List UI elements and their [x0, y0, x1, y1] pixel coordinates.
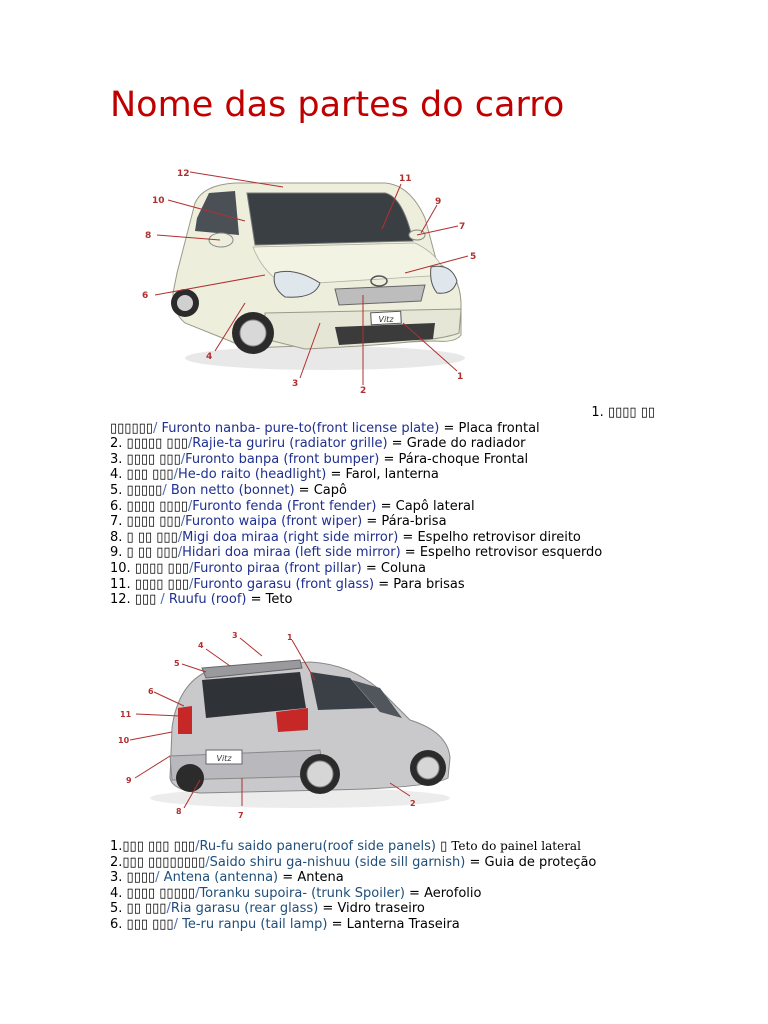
part-portuguese: Teto — [265, 592, 293, 608]
list-item — [110, 561, 655, 577]
part-romaji: Toranku supoira- (trunk Spoiler) — [199, 885, 405, 901]
equals-sign: = — [376, 498, 396, 514]
part-romaji: Furonto nanba- pure-to(front license plate) — [157, 420, 444, 436]
list-item — [110, 421, 655, 437]
callout-9: 9 — [435, 197, 442, 207]
part-japanese: 5. ▯▯▯▯▯ — [110, 482, 163, 498]
list-item — [110, 467, 655, 483]
part-portuguese: Guia de proteção — [484, 854, 597, 870]
equals-sign: ▯ — [435, 839, 452, 854]
part-portuguese: Aerofolio — [424, 885, 482, 901]
part-romaji: Ria garasu (rear glass) — [170, 901, 319, 917]
callout-r3: 3 — [232, 631, 238, 640]
equals-sign: = — [400, 545, 420, 561]
list-item — [110, 514, 655, 530]
rear-plate-text: Vitz — [216, 754, 232, 763]
part-japanese: 2.▯▯▯ ▯▯▯▯▯▯▯▯ — [110, 854, 206, 870]
callout-r5: 5 — [174, 659, 180, 668]
list-item — [110, 870, 596, 886]
separator: / — [173, 916, 178, 932]
separator: / — [180, 451, 186, 467]
equals-sign: = — [387, 436, 407, 452]
callout-r10: 10 — [118, 736, 130, 745]
part-japanese: 7. ▯▯▯▯ ▯▯▯ — [110, 514, 181, 530]
part-portuguese: Vidro traseiro — [337, 901, 425, 917]
equals-sign: = — [443, 420, 455, 436]
list-item — [110, 530, 655, 546]
part-romaji: Saido shiru ga-nishuu (side sill garnish) — [209, 854, 466, 870]
separator: / — [160, 592, 165, 608]
callout-6: 6 — [142, 291, 149, 301]
part-portuguese: Pára-brisa — [381, 514, 447, 530]
equals-sign: = — [374, 576, 394, 592]
part-romaji: Rajie-ta guriru (radiator grille) — [192, 436, 388, 452]
part-portuguese: Farol, lanterna — [345, 467, 439, 483]
part-portuguese: Lanterna Traseira — [346, 916, 460, 932]
part-japanese: 1. ▯▯▯▯ ▯▯ — [591, 405, 655, 420]
separator: / — [177, 529, 183, 545]
list-item — [110, 577, 655, 593]
part-japanese: 8. ▯ ▯▯ ▯▯▯ — [110, 529, 178, 545]
separator: / — [152, 420, 158, 436]
callout-1: 1 — [457, 372, 464, 382]
part-japanese: 12. ▯▯▯ — [110, 592, 161, 608]
part-japanese: ▯▯▯▯▯▯ — [110, 420, 153, 436]
part-romaji: He-do raito (headlight) — [177, 467, 327, 483]
part-japanese: 6. ▯▯▯ ▯▯▯ — [110, 916, 174, 932]
front-parts-list — [110, 405, 655, 608]
part-romaji: Furonto fenda (Front fender) — [192, 498, 377, 514]
part-japanese: 3. ▯▯▯▯ ▯▯▯ — [110, 451, 181, 467]
list-item — [110, 405, 655, 421]
front-plate-text: Vitz — [378, 315, 394, 324]
separator: / — [173, 467, 178, 483]
list-item — [110, 917, 596, 933]
list-item — [110, 886, 596, 902]
callout-r4: 4 — [198, 641, 204, 650]
separator: / — [166, 901, 171, 917]
callout-r8: 8 — [176, 807, 182, 816]
car-front-illustration — [171, 183, 465, 370]
callout-r6: 6 — [148, 687, 154, 696]
separator: / — [187, 436, 193, 452]
list-item — [110, 483, 655, 499]
equals-sign: = — [326, 467, 346, 483]
list-item — [110, 839, 596, 855]
part-romaji: Antena (antenna) — [159, 870, 279, 886]
part-japanese: 6. ▯▯▯▯ ▯▯▯▯ — [110, 498, 188, 514]
separator: / — [189, 576, 194, 592]
equals-sign: = — [318, 901, 338, 917]
part-portuguese: Pára-choque Frontal — [398, 451, 529, 467]
equals-sign: = — [465, 854, 485, 870]
part-japanese: 5. ▯▯ ▯▯▯ — [110, 901, 167, 917]
part-portuguese: Espelho retrovisor direito — [417, 529, 581, 545]
list-item — [110, 592, 655, 608]
callout-7: 7 — [459, 222, 466, 232]
part-japanese: 1.▯▯▯ ▯▯▯ ▯▯▯ — [110, 839, 196, 854]
callout-11: 11 — [399, 174, 412, 184]
rear-parts-list — [110, 839, 596, 933]
part-romaji: Migi doa miraa (right side mirror) — [182, 529, 399, 545]
callout-8: 8 — [145, 231, 152, 241]
part-japanese: 4. ▯▯▯ ▯▯▯ — [110, 467, 174, 483]
part-japanese: 9. ▯ ▯▯ ▯▯▯ — [110, 545, 178, 561]
callout-r1: 1 — [287, 633, 293, 642]
part-romaji: Bon netto (bonnet) — [166, 482, 295, 498]
separator: / — [155, 870, 160, 886]
equals-sign: = — [327, 916, 347, 932]
equals-sign: = — [246, 592, 266, 608]
part-portuguese: Capô lateral — [395, 498, 475, 514]
part-romaji: Ruufu (roof) — [164, 592, 247, 608]
part-portuguese: Espelho retrovisor esquerdo — [419, 545, 603, 561]
part-japanese: 4. ▯▯▯▯ ▯▯▯▯▯ — [110, 885, 196, 901]
part-romaji: Ru-fu saido paneru(roof side panels) — [199, 839, 436, 854]
part-portuguese: Para brisas — [393, 576, 465, 592]
part-romaji: Furonto banpa (front bumper) — [185, 451, 380, 467]
car-rear-illustration — [150, 660, 450, 808]
list-item — [110, 901, 596, 917]
callout-r2: 2 — [410, 799, 416, 808]
part-romaji: Furonto waipa (front wiper) — [185, 514, 363, 530]
part-portuguese: Placa frontal — [454, 420, 540, 436]
equals-sign: = — [398, 529, 418, 545]
part-portuguese: Capô — [313, 482, 347, 498]
callout-3: 3 — [292, 379, 299, 389]
part-japanese: 2. ▯▯▯▯▯ ▯▯▯ — [110, 436, 188, 452]
equals-sign: = — [361, 560, 381, 576]
equals-sign: = — [362, 514, 382, 530]
part-romaji: Te-ru ranpu (tail lamp) — [177, 916, 328, 932]
equals-sign: = — [294, 482, 314, 498]
part-japanese: 11. ▯▯▯▯ ▯▯▯ — [110, 576, 190, 592]
callout-12: 12 — [177, 169, 190, 179]
part-portuguese: Antena — [297, 870, 344, 886]
part-japanese: 10. ▯▯▯▯ ▯▯▯ — [110, 560, 190, 576]
callout-2: 2 — [360, 386, 367, 395]
equals-sign: = — [278, 870, 298, 886]
callout-r11: 11 — [120, 710, 132, 719]
list-item — [110, 499, 655, 515]
car-rear-diagram — [110, 628, 460, 828]
callout-r7: 7 — [238, 811, 244, 820]
equals-sign: = — [404, 885, 425, 901]
part-romaji: Hidari doa miraa (left side mirror) — [182, 545, 401, 561]
callout-10: 10 — [152, 196, 165, 206]
separator: / — [195, 885, 200, 901]
callout-5: 5 — [470, 252, 477, 262]
separator: / — [180, 514, 186, 530]
callout-4: 4 — [206, 352, 213, 362]
list-item — [110, 436, 655, 452]
separator: / — [195, 839, 200, 854]
separator: / — [177, 545, 183, 561]
part-portuguese: Teto do painel lateral — [451, 839, 581, 853]
list-item — [110, 545, 655, 561]
car-front-diagram — [135, 163, 485, 395]
separator: / — [187, 498, 193, 514]
callout-r9: 9 — [126, 776, 132, 785]
list-item — [110, 855, 596, 871]
separator: / — [162, 482, 167, 498]
page-title: Nome das partes do carro — [110, 85, 565, 125]
part-romaji: Furonto garasu (front glass) — [193, 576, 375, 592]
equals-sign: = — [379, 451, 399, 467]
part-japanese: 3. ▯▯▯▯ — [110, 870, 156, 886]
part-portuguese: Coluna — [380, 560, 426, 576]
part-romaji: Furonto piraa (front pillar) — [193, 560, 362, 576]
separator: / — [189, 560, 194, 576]
separator: / — [205, 854, 210, 870]
list-item — [110, 452, 655, 468]
part-portuguese: Grade do radiador — [406, 436, 526, 452]
